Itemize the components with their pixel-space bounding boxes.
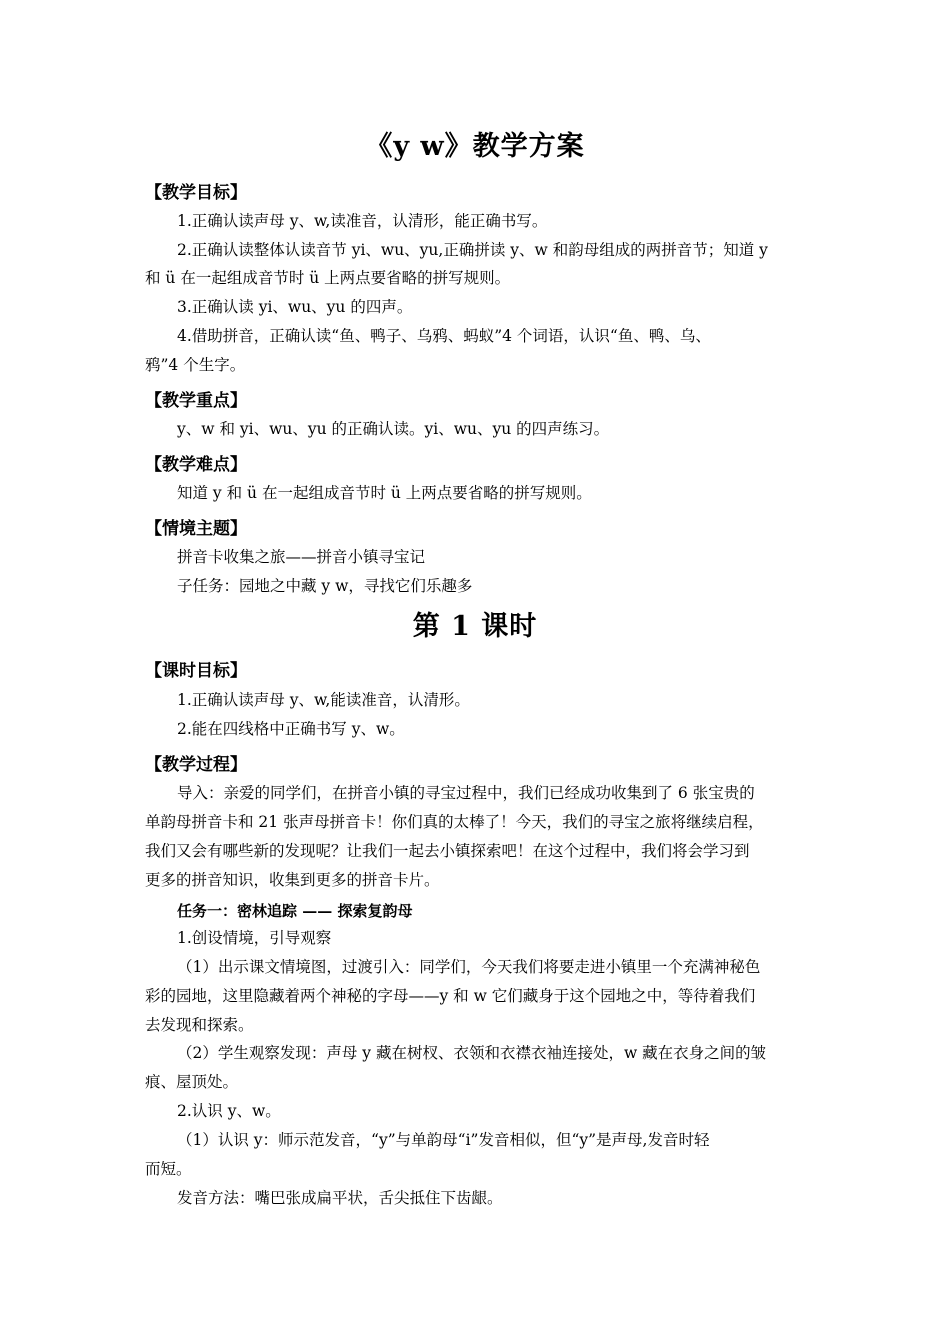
key-points-heading: 【教学重点】 [145, 391, 247, 411]
step1-title: 1.创设情境，引导观察 [177, 929, 332, 947]
key-points-text: y、w 和 yi、wu、yu 的正确认读。yi、wu、yu 的四声练习。 [177, 420, 610, 438]
step2-a-line: （1）认识 y：师示范发音，“y”与单韵母“i”发音相似，但“y”是声母,发音时轻 [177, 1131, 710, 1149]
method-line: 发音方法：嘴巴张成扁平状，舌尖抵住下齿龈。 [177, 1189, 503, 1207]
goal-line: 2.正确认读整体认读音节 yi、wu、yu,正确拼读 y、w 和韵母组成的两拼音节；知道 y [177, 241, 768, 259]
step1-b-line: （2）学生观察发现：声母 y 藏在树杈、衣领和衣襟衣袖连接处，w 藏在衣身之间的皱 [177, 1044, 767, 1062]
step1-b-line: 痕、屋顶处。 [145, 1073, 239, 1091]
intro-line: 我们又会有哪些新的发现呢？让我们一起去小镇探索吧！在这个过程中，我们将会学习到 [145, 842, 750, 860]
intro-line: 更多的拼音知识，收集到更多的拼音卡片。 [145, 871, 440, 889]
goal-line: 1.正确认读声母 y、w,读准音，认清形，能正确书写。 [177, 212, 548, 230]
objective-line: 2.能在四线格中正确书写 y、w。 [177, 720, 405, 738]
theme-line: 子任务：园地之中藏 y w，寻找它们乐趣多 [177, 577, 473, 595]
objectives-heading: 【课时目标】 [145, 661, 247, 681]
step2-title: 2.认识 y、w。 [177, 1102, 281, 1120]
goal-line: 3.正确认读 yi、wu、yu 的四声。 [177, 298, 413, 316]
step1-a-line: 彩的园地，这里隐藏着两个神秘的字母——y 和 w 它们藏身于这个园地之中，等待着我们 [145, 987, 756, 1005]
step2-a-line: 而短。 [145, 1160, 192, 1178]
task1-title: 任务一：密林追踪 —— 探索复韵母 [177, 902, 413, 920]
goals-heading: 【教学目标】 [145, 183, 247, 203]
theme-heading: 【情境主题】 [145, 519, 247, 539]
step1-a-line: （1）出示课文情境图，过渡引入：同学们，今天我们将要走进小镇里一个充满神秘色 [177, 958, 761, 976]
difficulties-heading: 【教学难点】 [145, 455, 247, 475]
goal-line: 4.借助拼音，正确认读“鱼、鸭子、乌鸦、蚂蚁”4 个词语，认识“鱼、鸭、乌、 [177, 327, 711, 345]
goal-line: 鸦”4 个生字。 [145, 356, 246, 374]
document-title: 《y w》教学方案 [365, 131, 585, 162]
process-heading: 【教学过程】 [145, 755, 247, 775]
intro-line: 导入：亲爱的同学们，在拼音小镇的寻宝过程中，我们已经成功收集到了 6 张宝贵的 [177, 784, 755, 802]
difficulties-text: 知道 y 和 ü 在一起组成音节时 ü 上两点要省略的拼写规则。 [177, 484, 592, 502]
intro-line: 单韵母拼音卡和 21 张声母拼音卡！你们真的太棒了！今天，我们的寻宝之旅将继续启程， [145, 813, 764, 831]
step1-a-line: 去发现和探索。 [145, 1016, 254, 1034]
objective-line: 1.正确认读声母 y、w,能读准音，认清形。 [177, 691, 470, 709]
goal-line: 和 ü 在一起组成音节时 ü 上两点要省略的拼写规则。 [145, 269, 511, 287]
theme-line: 拼音卡收集之旅——拼音小镇寻宝记 [177, 548, 426, 566]
lesson-title: 第 1 课时 [412, 611, 538, 642]
